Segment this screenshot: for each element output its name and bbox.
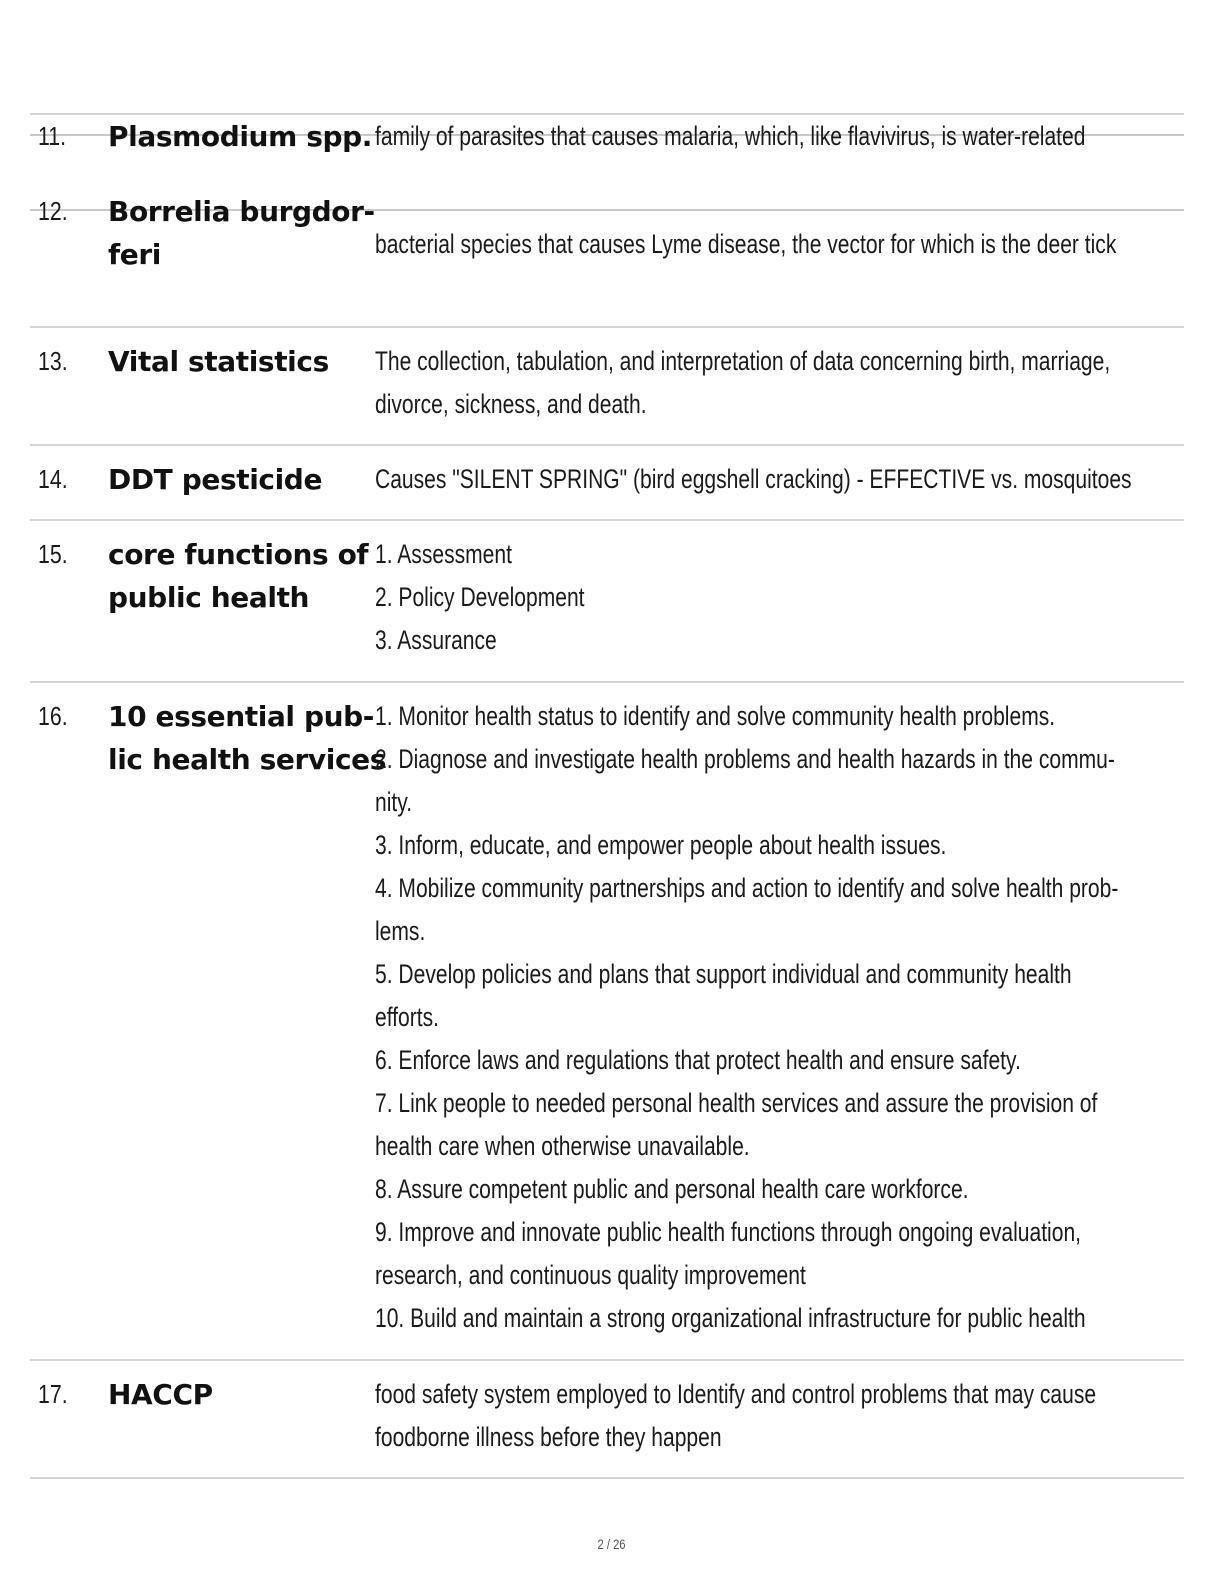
definition-line: divorce, sickness, and death. xyxy=(375,389,647,419)
row-divider xyxy=(30,519,1184,521)
entry-term xyxy=(108,340,370,383)
entry-definition xyxy=(375,115,1085,158)
definition-line: efforts. xyxy=(375,1002,439,1032)
definition-line: 1. Assessment xyxy=(375,539,512,569)
definition-line: 7. Link people to needed personal health services and assure the provision of xyxy=(375,1088,1098,1118)
term-line: core functions of xyxy=(108,538,369,571)
definition-line: 3. Inform, educate, and empower people about health issues. xyxy=(375,830,947,860)
definition-line: The collection, tabulation, and interpretation of data concerning birth, marriage, xyxy=(375,346,1111,376)
entry-number: 14. xyxy=(38,464,68,494)
term-line: 10 essential pub- xyxy=(108,700,375,733)
entry-definition xyxy=(375,695,1118,1340)
definition-line: 2. Policy Development xyxy=(375,582,585,612)
row-divider xyxy=(30,681,1184,683)
row-divider xyxy=(30,326,1184,328)
entry-number: 16. xyxy=(38,701,68,731)
definition-line: 6. Enforce laws and regulations that protect health and ensure safety. xyxy=(375,1045,1021,1075)
term-line: Borrelia burgdor- xyxy=(108,195,375,228)
entry-number: 12. xyxy=(38,196,68,226)
entry-definition xyxy=(375,533,585,662)
entry-number: 11. xyxy=(38,121,67,151)
term-line: lic health services xyxy=(108,743,386,776)
page-number-label: 2 / 26 xyxy=(597,1536,627,1552)
entry-term xyxy=(108,1373,370,1416)
definition-line: family of parasites that causes malaria, which, like flavivirus, is water-related xyxy=(375,121,1086,151)
definition-line: 9. Improve and innovate public health functions through ongoing evaluation, xyxy=(375,1217,1082,1247)
entry-definition xyxy=(375,223,1116,266)
entry-definition xyxy=(375,458,1132,501)
term-line: DDT pesticide xyxy=(108,463,323,496)
entry-term xyxy=(108,115,370,158)
definition-line: nity. xyxy=(375,787,413,817)
term-line: feri xyxy=(108,238,161,271)
term-line: public health xyxy=(108,581,310,614)
definition-line: Causes "SILENT SPRING" (bird eggshell cracking) - EFFECTIVE vs. mosquitoes xyxy=(375,464,1132,494)
entry-term xyxy=(108,533,370,619)
definition-line: food safety system employed to Identify and control problems that may cause xyxy=(375,1379,1097,1409)
entry-number: 13. xyxy=(38,346,68,376)
definition-line: bacterial species that causes Lyme disease, the vector for which is the deer tick xyxy=(375,229,1117,259)
entry-number: 17. xyxy=(38,1379,68,1409)
entry-term xyxy=(108,190,375,276)
entry-number: 15. xyxy=(38,539,68,569)
entry-definition xyxy=(375,1373,1096,1459)
entry-definition xyxy=(375,340,1110,426)
row-divider xyxy=(30,444,1184,446)
entry-term xyxy=(108,695,386,781)
term-line: Plasmodium spp. xyxy=(108,120,372,153)
definition-line: foodborne illness before they happen xyxy=(375,1422,722,1452)
definition-line: 8. Assure competent public and personal health care workforce. xyxy=(375,1174,969,1204)
row-divider xyxy=(30,1477,1184,1479)
entry-term xyxy=(108,458,370,501)
definition-line: 5. Develop policies and plans that support individual and community health xyxy=(375,959,1072,989)
definition-line: 1. Monitor health status to identify and solve community health problems. xyxy=(375,701,1056,731)
term-line: Vital statistics xyxy=(108,345,329,378)
row-divider xyxy=(30,1359,1184,1361)
definition-line: health care when otherwise unavailable. xyxy=(375,1131,750,1161)
page-number xyxy=(0,1536,1224,1552)
definition-line: 3. Assurance xyxy=(375,625,497,655)
definition-line: research, and continuous quality improvement xyxy=(375,1260,806,1290)
definition-line: 10. Build and maintain a strong organizational infrastructure for public health xyxy=(375,1303,1086,1333)
definition-line: lems. xyxy=(375,916,426,946)
term-line: HACCP xyxy=(108,1378,213,1411)
definition-line: 2. Diagnose and investigate health problems and health hazards in the commu- xyxy=(375,744,1115,774)
definition-line: 4. Mobilize community partnerships and action to identify and solve health prob- xyxy=(375,873,1119,903)
